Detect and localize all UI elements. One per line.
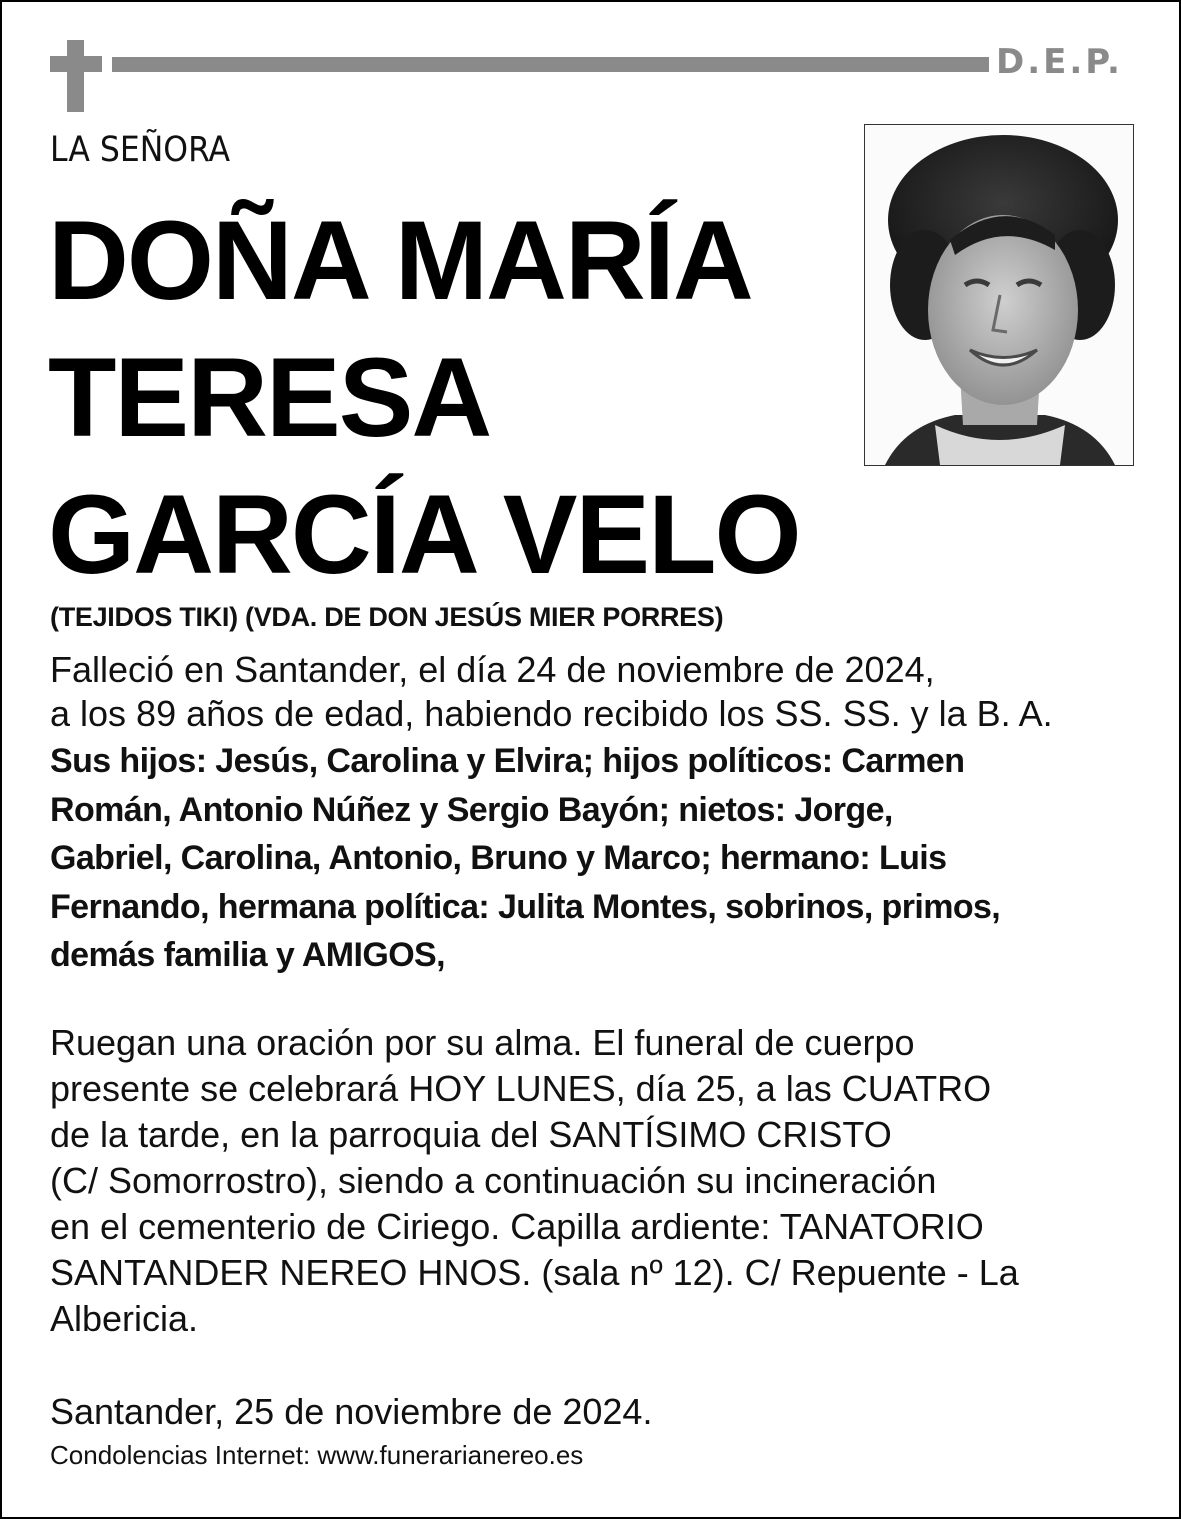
text-line: Falleció en Santander, el día 24 de noviembre de 2024, [50,649,935,690]
portrait-photo [864,124,1134,466]
text-line: de la tarde, en la parroquia del SANTÍSIMO CRISTO [50,1114,892,1155]
name-line: DOÑA MARÍA [48,198,752,323]
intro-label: LA SEÑORA [50,130,231,170]
family-paragraph [50,737,1000,980]
cross-icon [50,40,102,112]
name-line: TERESA [48,335,491,460]
text-line: Ruegan una oración por su alma. El funeral de cuerpo [50,1022,915,1063]
text-line: Sus hijos: Jesús, Carolina y Elvira; hijos políticos: Carmen [50,742,965,780]
dep-label: D.E.P. [996,42,1123,82]
text-line: en el cementerio de Ciriego. Capilla ardiente: TANATORIO [50,1206,984,1247]
subtitle: (TEJIDOS TIKI) (VDA. DE DON JESÚS MIER PORRES) [50,602,724,632]
death-paragraph [50,648,1053,736]
text-line: Román, Antonio Núñez y Sergio Bayón; nietos: Jorge, [50,790,893,829]
condolences-line: Condolencias Internet: www.funerarianereo.es [50,1440,584,1470]
name-line: GARCÍA VELO [48,472,800,597]
text-line: presente se celebrará HOY LUNES, día 25, a las CUATRO [50,1068,992,1109]
text-line: (C/ Somorrostro), siendo a continuación su incineración [50,1160,937,1201]
text-line: Gabriel, Carolina, Antonio, Bruno y Marco; hermano: Luis [50,839,947,877]
deceased-name [48,192,800,603]
text-line: Albericia. [50,1298,199,1339]
header-rule [112,57,989,72]
text-line: Fernando, hermana política: Julita Montes, sobrinos, primos, [50,887,1001,926]
place-date: Santander, 25 de noviembre de 2024. [50,1391,653,1432]
text-line: a los 89 años de edad, habiendo recibido los SS. SS. y la B. A. [50,693,1053,734]
text-line: SANTANDER NEREO HNOS. (sala nº 12). C/ Repuente - La [50,1252,1019,1293]
funeral-paragraph [50,1020,1019,1342]
text-line: demás familia y AMIGOS, [50,936,445,974]
